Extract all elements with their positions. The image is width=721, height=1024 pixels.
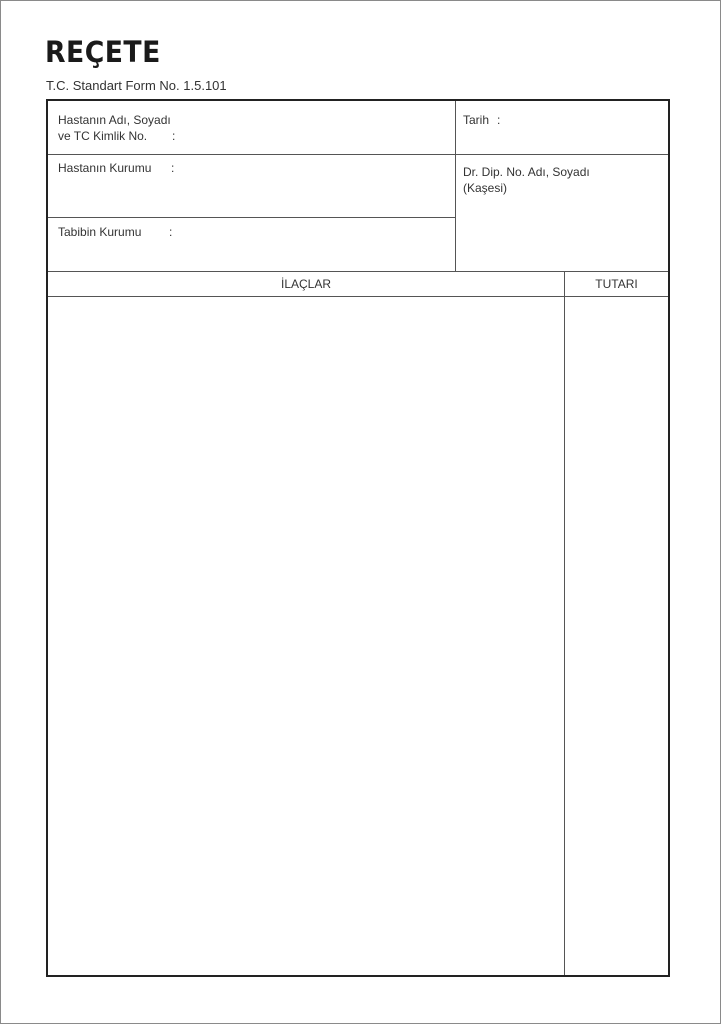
amount-area	[565, 297, 668, 975]
patient-id-label: ve TC Kimlik No.	[58, 129, 148, 143]
physician-institution-label: Tabibin Kurumu	[58, 225, 142, 239]
patient-institution-colon: :	[171, 161, 175, 175]
row-divider-1	[48, 154, 668, 155]
doctor-label: Dr. Dip. No. Adı, Soyadı	[463, 165, 590, 179]
doctor-stamp-label: (Kaşesi)	[463, 181, 508, 195]
form-title: REÇETE	[45, 35, 161, 69]
table-top-line	[48, 271, 668, 272]
medicines-header: İLAÇLAR	[280, 277, 332, 291]
physician-institution-colon: :	[169, 225, 173, 239]
patient-name-label: Hastanın Adı, Soyadı	[58, 113, 171, 127]
row-divider-2	[48, 217, 455, 218]
upper-column-divider	[455, 101, 456, 271]
date-colon: :	[497, 113, 501, 127]
date-label: Tarih	[463, 113, 490, 127]
patient-name-colon: :	[172, 129, 176, 143]
patient-institution-label: Hastanın Kurumu	[58, 161, 152, 175]
amount-header: TUTARI	[595, 277, 638, 291]
medicines-area	[48, 297, 564, 975]
prescription-form	[46, 99, 670, 977]
form-number: T.C. Standart Form No. 1.5.101	[46, 78, 227, 93]
